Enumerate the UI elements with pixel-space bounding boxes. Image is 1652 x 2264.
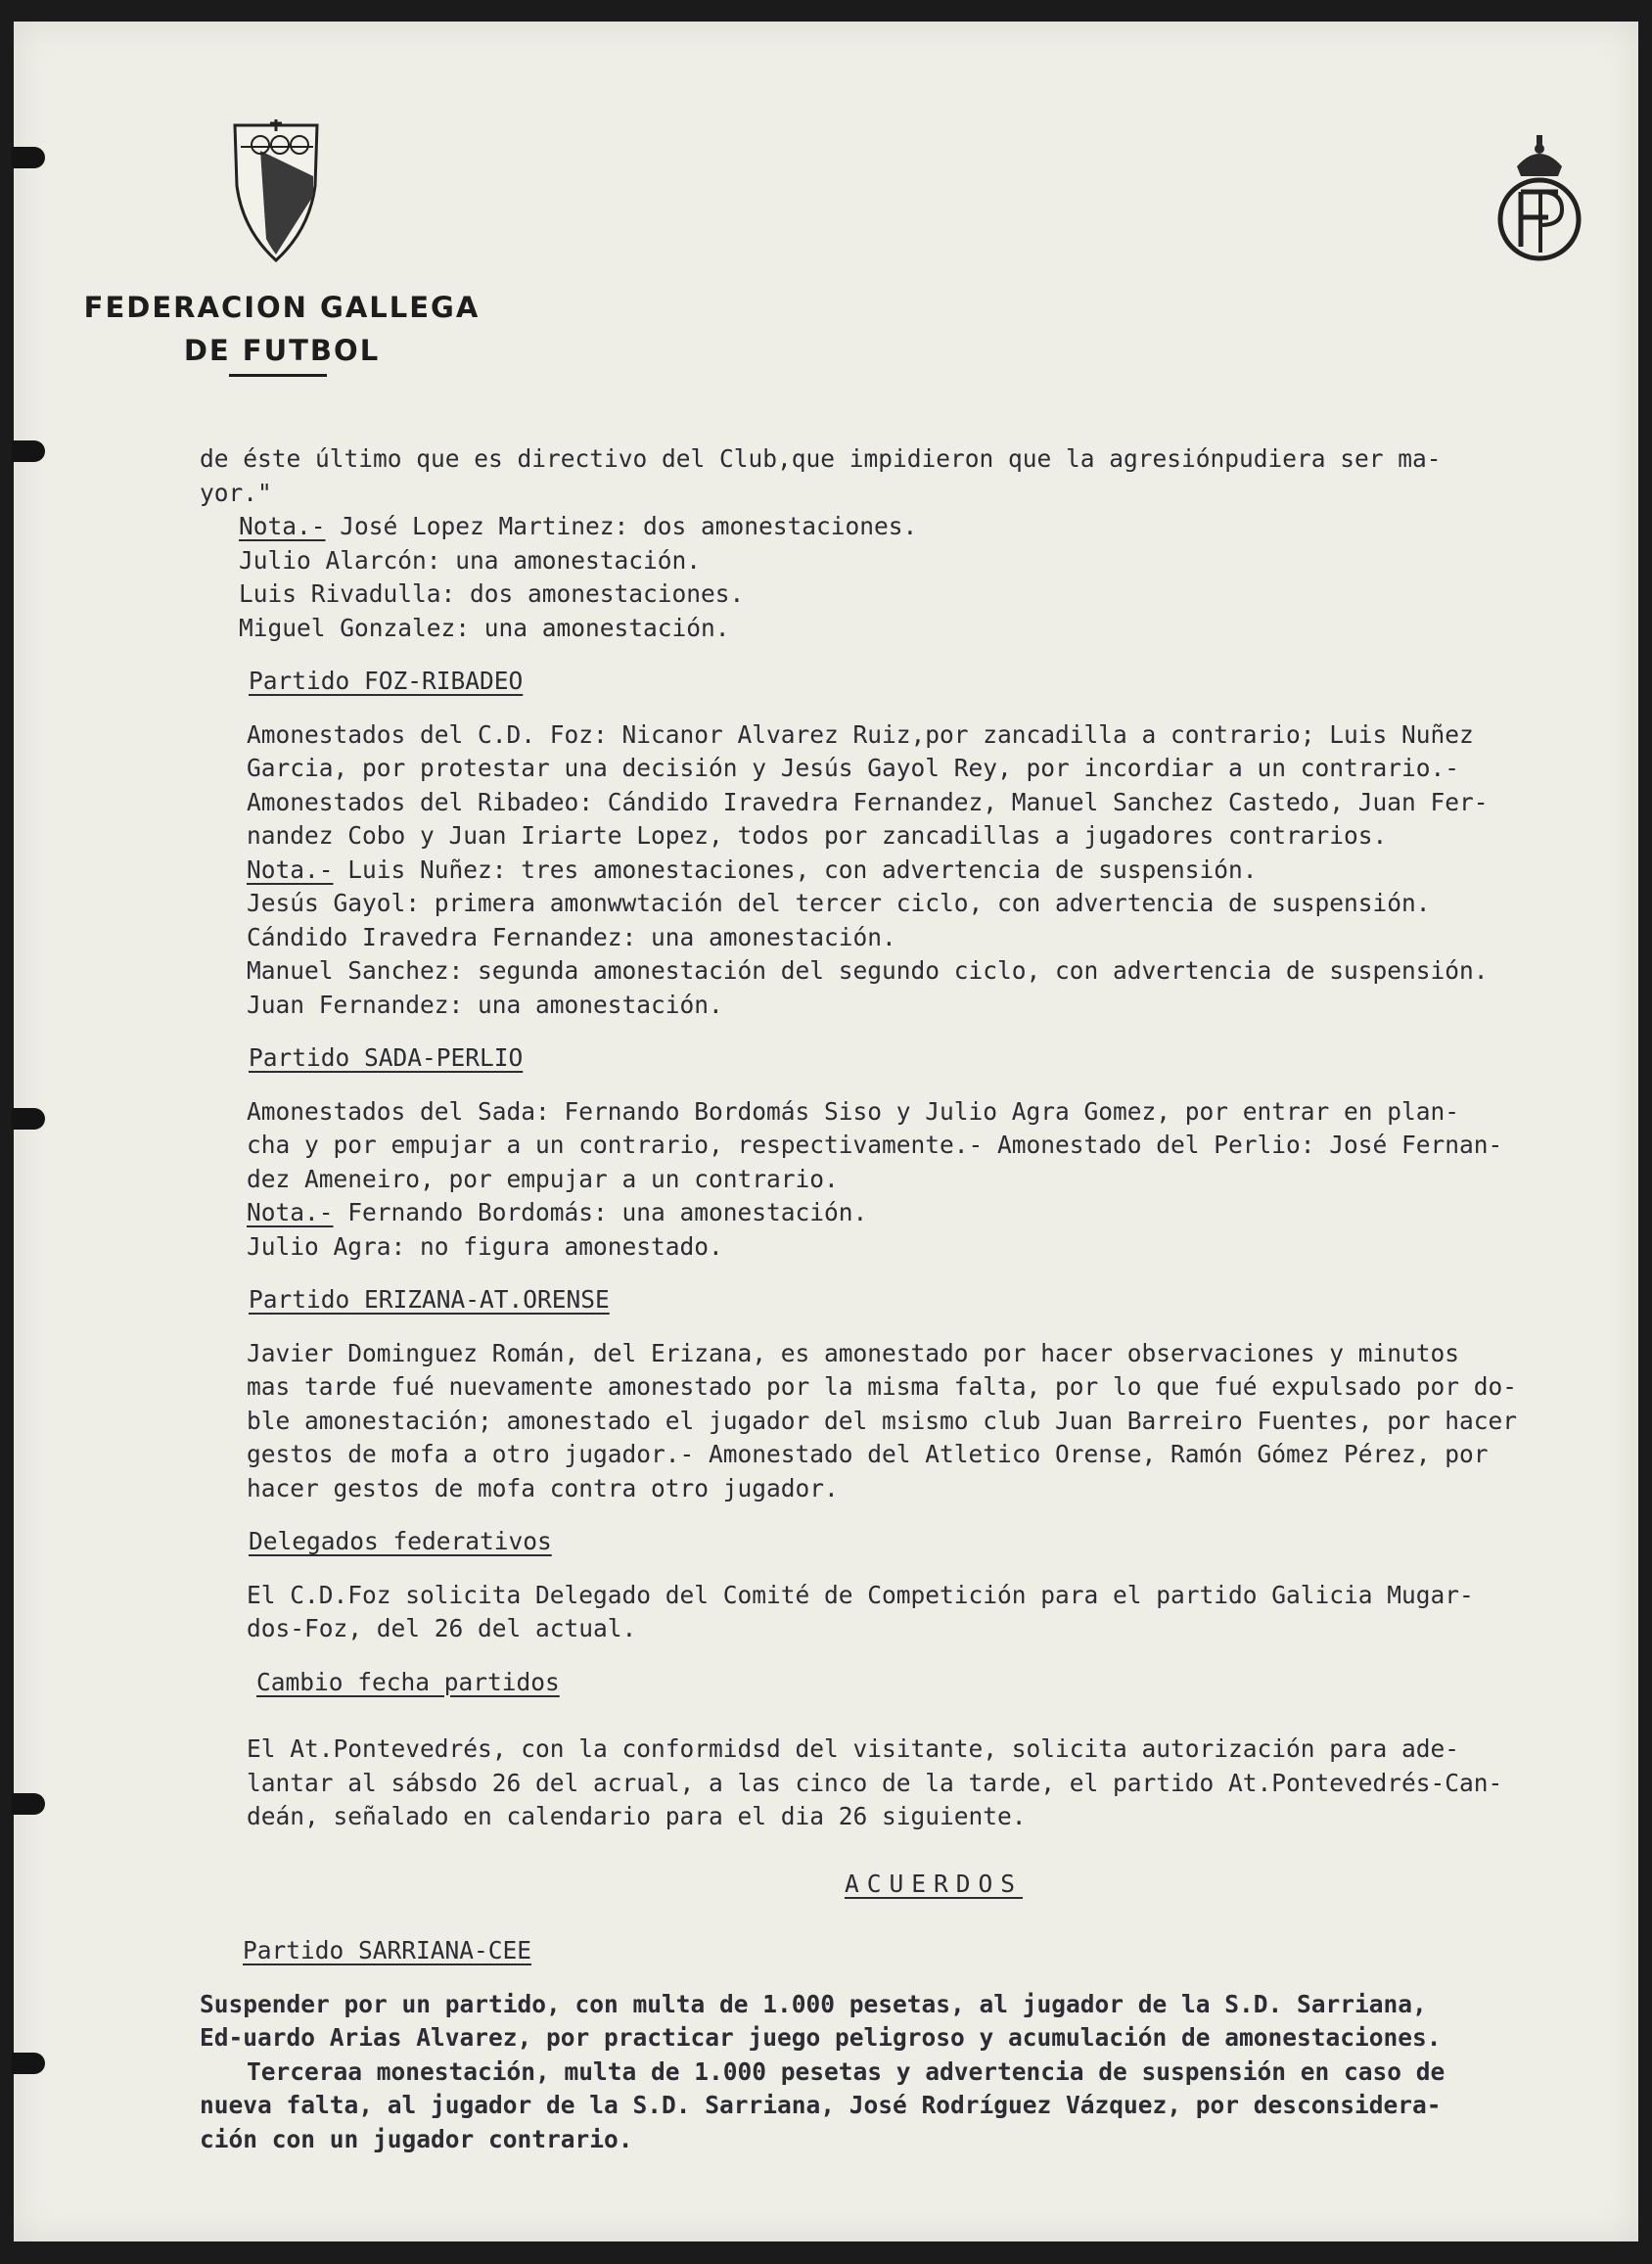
nota-line: Julio Alarcón: una amonestación.	[239, 545, 702, 575]
paragraph-line: dos-Foz, del 26 del actual.	[247, 1614, 637, 1642]
paragraph-line: cha y por empujar a un contrario, respectivamente.- Amonestado del Perlio: José Fernan-	[247, 1131, 1503, 1159]
acuerdos-title-text: ACUERDOS	[844, 1869, 1023, 1898]
paragraph-line: ción con un jugador contrario.	[200, 2124, 633, 2153]
nota-text: José Lopez Martinez: dos amonestaciones.	[325, 512, 918, 540]
paragraph-line: lantar al sábsdo 26 del acrual, a las cinco de la tarde, el partido At.Pontevedrés-Can-	[247, 1768, 1503, 1797]
section-heading-text: Partido SARRIANA-CEE	[243, 1936, 532, 1964]
nota-text: Luis Nuñez: tres amonestaciones, con advertencia de suspensión.	[333, 855, 1258, 884]
section-heading-text: Partido SADA-PERLIO	[249, 1043, 524, 1072]
section-heading	[200, 1525, 1629, 1559]
section-heading	[200, 1934, 1629, 1968]
paragraph-line: ble amonestación; amonestado el jugador del msismo club Juan Barreiro Fuentes, por hacer	[247, 1406, 1518, 1435]
paragraph-line: gestos de mofa a otro jugador.- Amonestado del Atletico Orense, Ramón Gómez Pérez, por	[247, 1440, 1489, 1468]
intro-line: yor."	[200, 478, 272, 507]
nota-label: Nota.-	[239, 512, 326, 540]
federation-name-line1: FEDERACION GALLEGA	[83, 291, 481, 324]
nota-line	[200, 1196, 1629, 1230]
section-heading	[200, 1041, 1629, 1076]
document-page	[14, 22, 1638, 2241]
punch-hole	[12, 440, 45, 462]
crowned-rfef-emblem-icon	[1491, 131, 1587, 268]
punch-hole	[12, 147, 45, 168]
nota-line: Manuel Sanchez: segunda amonestación del segundo ciclo, con advertencia de suspensión.	[247, 956, 1489, 985]
section-heading	[200, 1283, 1629, 1317]
nota-line: Julio Agra: no figura amonestado.	[247, 1231, 723, 1261]
paragraph-line: Javier Dominguez Román, del Erizana, es amonestado por hacer observaciones y minutos	[247, 1338, 1460, 1367]
intro-line: de éste último que es directivo del Club,que impidieron que la agresiónpudiera ser ma-	[200, 444, 1442, 473]
nota-label: Nota.-	[247, 1198, 334, 1226]
federation-name	[76, 286, 487, 372]
acuerdos-paragraph	[200, 1988, 1629, 2157]
paragraph-line: Suspender por un partido, con multa de 1.000 pesetas, al jugador de la S.D. Sarriana,	[200, 1989, 1427, 2018]
paragraph-line: nueva falta, al jugador de la S.D. Sarriana, José Rodríguez Vázquez, por desconsidera-	[200, 2091, 1442, 2119]
nota-line: Miguel Gonzalez: una amonestación.	[239, 613, 730, 642]
nota-line	[200, 510, 1629, 544]
section-heading-text: Partido FOZ-RIBADEO	[249, 667, 524, 695]
paragraph-line: Amonestados del C.D. Foz: Nicanor Alvarez Ruiz,por zancadilla a contrario; Luis Nuñez	[247, 719, 1474, 749]
paragraph-line: El At.Pontevedrés, con la conformidsd del visitante, solicita autorización para ade-	[247, 1734, 1460, 1763]
paragraph-line: mas tarde fué nuevamente amonestado por la misma falta, por lo que fué expulsado por do-	[247, 1372, 1518, 1401]
paragraph-line: Garcia, por protestar una decisión y Jesús Gayol Rey, por incordiar a un contrario.-	[247, 754, 1460, 782]
paragraph-line: Ed-uardo Arias Alvarez, por practicar juego peligroso y acumulación de amonestaciones.	[200, 2023, 1442, 2052]
shield-crest-icon	[231, 117, 321, 262]
nota-line	[200, 854, 1629, 888]
paragraph-line: deán, señalado en calendario para el dia 26 siguiente.	[247, 1802, 1027, 1830]
paragraph-line: Amonestados del Sada: Fernando Bordomás Siso y Julio Agra Gomez, por entrar en plan-	[247, 1096, 1460, 1126]
nota-label: Nota.-	[247, 855, 334, 884]
acuerdos-title	[200, 1868, 1629, 1902]
nota-line: Juan Fernandez: una amonestación.	[247, 990, 723, 1019]
document-body	[200, 442, 1629, 2156]
paragraph-line: Amonestados del Ribadeo: Cándido Iravedra Fernandez, Manuel Sanchez Castedo, Juan Fer-	[247, 787, 1489, 816]
federation-name-line2: DE FUTBOL	[183, 334, 381, 367]
section-heading	[200, 1666, 1629, 1700]
paragraph-line: El C.D.Foz solicita Delegado del Comité de Competición para el partido Galicia Mugar-	[247, 1580, 1474, 1609]
punch-hole	[12, 1793, 45, 1815]
section-heading	[200, 665, 1629, 699]
nota-line: Jesús Gayol: primera amonwwtación del tercer ciclo, con advertencia de suspensión.	[247, 889, 1431, 917]
paragraph-line: Terceraa monestación, multa de 1.000 pesetas y advertencia de suspensión en caso de	[247, 2056, 1446, 2086]
paragraph-line: nandez Cobo y Juan Iriarte Lopez, todos por zancadillas a jugadores contrarios.	[247, 821, 1388, 850]
punch-hole	[12, 1108, 45, 1130]
nota-text: Fernando Bordomás: una amonestación.	[333, 1198, 868, 1226]
paragraph-line: dez Ameneiro, por empujar a un contrario.	[247, 1164, 839, 1193]
paragraph-line: hacer gestos de mofa contra otro jugador.	[247, 1473, 839, 1502]
nota-line: Cándido Iravedra Fernandez: una amonestación.	[247, 922, 896, 951]
section-heading-text: Delegados federativos	[249, 1527, 552, 1555]
section-heading-text: Cambio fecha partidos	[256, 1667, 560, 1696]
section-heading-text: Partido ERIZANA-AT.ORENSE	[249, 1285, 610, 1314]
nota-line: Luis Rivadulla: dos amonestaciones.	[239, 579, 745, 608]
header-rule	[229, 374, 327, 377]
punch-hole	[12, 2053, 45, 2074]
